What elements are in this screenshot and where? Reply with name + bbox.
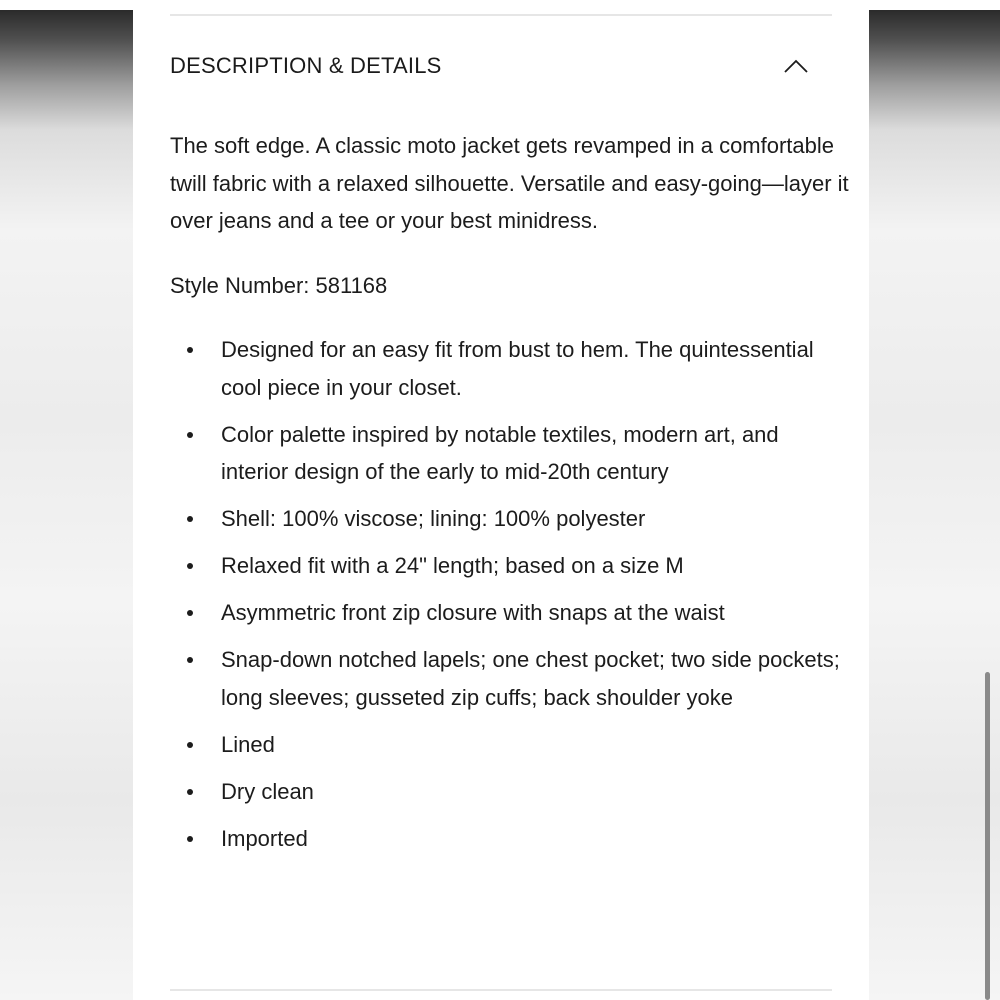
- list-item: Snap-down notched lapels; one chest pocket; two side pockets; long sleeves; gusseted zip cuffs; back shoulder yoke: [170, 641, 850, 716]
- blurred-background-left: [0, 0, 133, 1000]
- list-item: Lined: [170, 726, 850, 764]
- feature-list: [170, 331, 850, 857]
- chevron-up-icon[interactable]: [776, 46, 816, 86]
- section-divider-bottom: [170, 989, 832, 991]
- style-number: Style Number: 581168: [170, 272, 388, 298]
- description-body: [170, 127, 850, 867]
- product-description: The soft edge. A classic moto jacket gets revamped in a comfortable twill fabric with a relaxed silhouette. Versatile and easy-going—layer it over jeans and a tee or your best minidress.: [170, 133, 849, 233]
- list-item: Dry clean: [170, 773, 850, 811]
- list-item: Color palette inspired by notable textiles, modern art, and interior design of the early to mid-20th century: [170, 416, 850, 491]
- list-item: Relaxed fit with a 24" length; based on a size M: [170, 547, 850, 585]
- scrollbar-thumb[interactable]: [985, 672, 990, 1000]
- blurred-background-right: [869, 0, 1000, 1000]
- list-item: Shell: 100% viscose; lining: 100% polyester: [170, 500, 850, 538]
- description-accordion-header[interactable]: [170, 40, 832, 92]
- section-divider-top: [170, 14, 832, 16]
- list-item: Designed for an easy fit from bust to hem. The quintessential cool piece in your closet.: [170, 331, 850, 406]
- list-item: Asymmetric front zip closure with snaps at the waist: [170, 594, 850, 632]
- section-title: DESCRIPTION & DETAILS: [170, 53, 442, 78]
- list-item: Imported: [170, 820, 850, 858]
- product-details-panel: [133, 0, 869, 1000]
